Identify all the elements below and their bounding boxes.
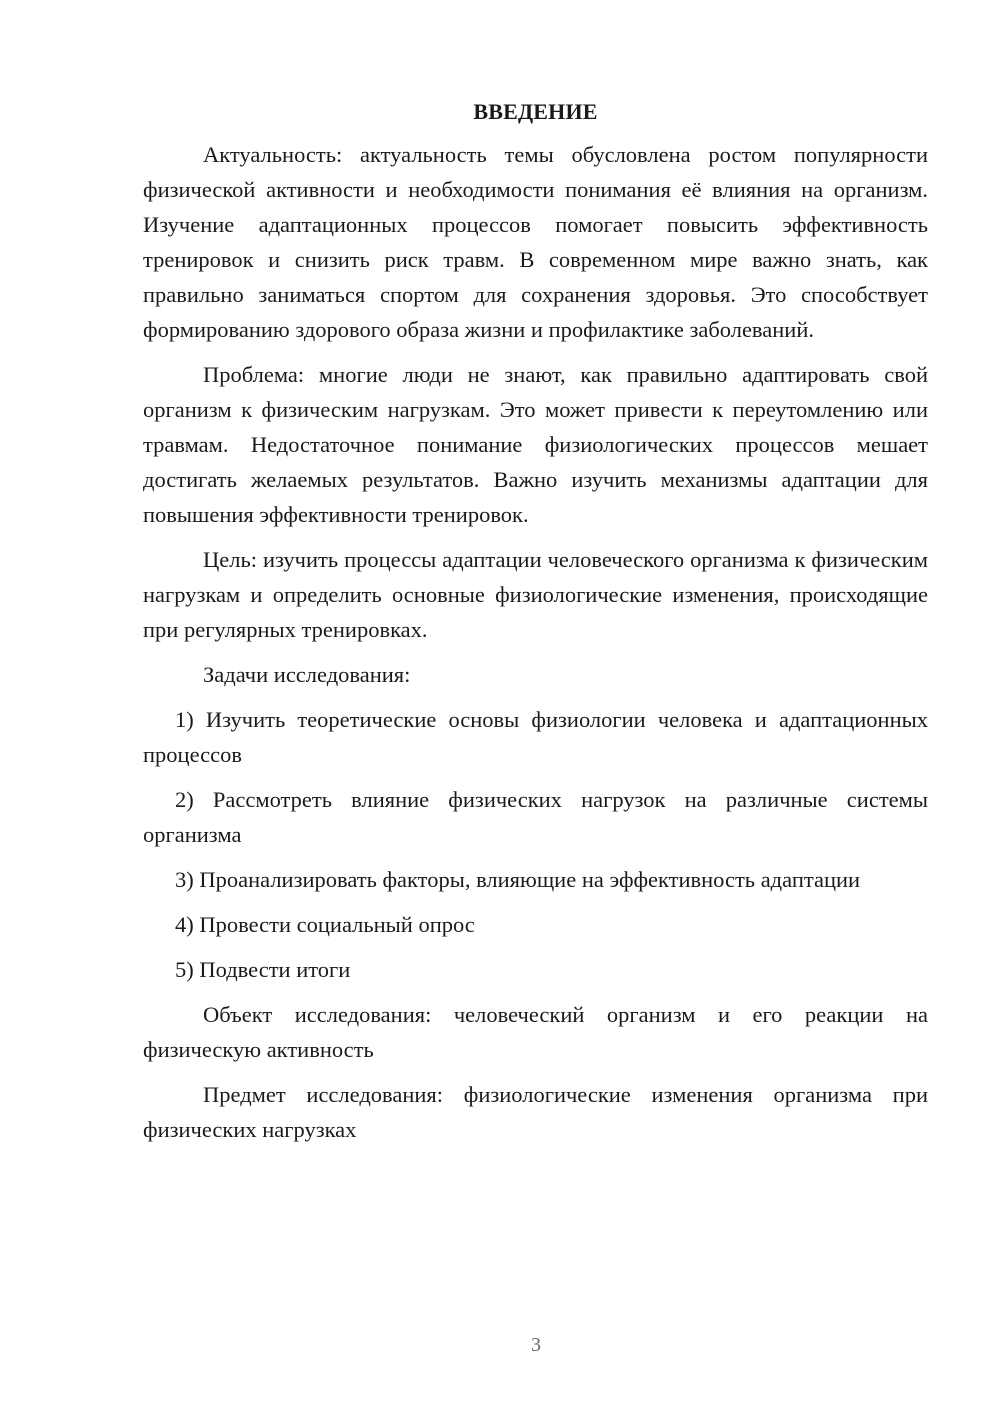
- problem-paragraph: Проблема: многие люди не знают, как правильно адаптировать свой организм к физическим нагрузкам. Это может привести к переутомлению или травмам. Недостаточное понимание физиологических процессов мешает достигать желаемых результатов. Важно изучить механизмы адаптации для повышения эффективности тренировок.: [143, 362, 928, 527]
- tasks-heading: Задачи исследования:: [203, 662, 411, 687]
- task-item: 1) Изучить теоретические основы физиологии человека и адаптационных процессов: [143, 707, 928, 767]
- section-title: ВВЕДЕНИЕ: [473, 99, 598, 124]
- task-item: 5) Подвести итоги: [175, 957, 351, 982]
- task-item: 4) Провести социальный опрос: [175, 912, 475, 937]
- goal-paragraph: Цель: изучить процессы адаптации человеческого организма к физическим нагрузкам и определить основные физиологические изменения, происходящие при регулярных тренировках.: [143, 547, 928, 642]
- object-paragraph: Объект исследования: человеческий организм и его реакции на физическую активность: [143, 1002, 928, 1062]
- subject-paragraph: Предмет исследования: физиологические изменения организма при физических нагрузках: [143, 1082, 928, 1142]
- tasks-list: [143, 702, 928, 987]
- page-number: 3: [531, 1334, 541, 1356]
- task-item: 3) Проанализировать факторы, влияющие на эффективность адаптации: [175, 867, 861, 892]
- relevance-paragraph: Актуальность: актуальность темы обусловлена ростом популярности физической активности и необходимости понимания её влияния на организм. Изучение адаптационных процессов помогает повысить эффективность тренировок и снизить риск травм. В современном мире важно знать, как правильно заниматься спортом для сохранения здоровья. Это способствует формированию здорового образа жизни и профилактике заболеваний.: [143, 142, 928, 342]
- page-content: [143, 94, 928, 1157]
- task-item: 2) Рассмотреть влияние физических нагрузок на различные системы организма: [143, 787, 928, 847]
